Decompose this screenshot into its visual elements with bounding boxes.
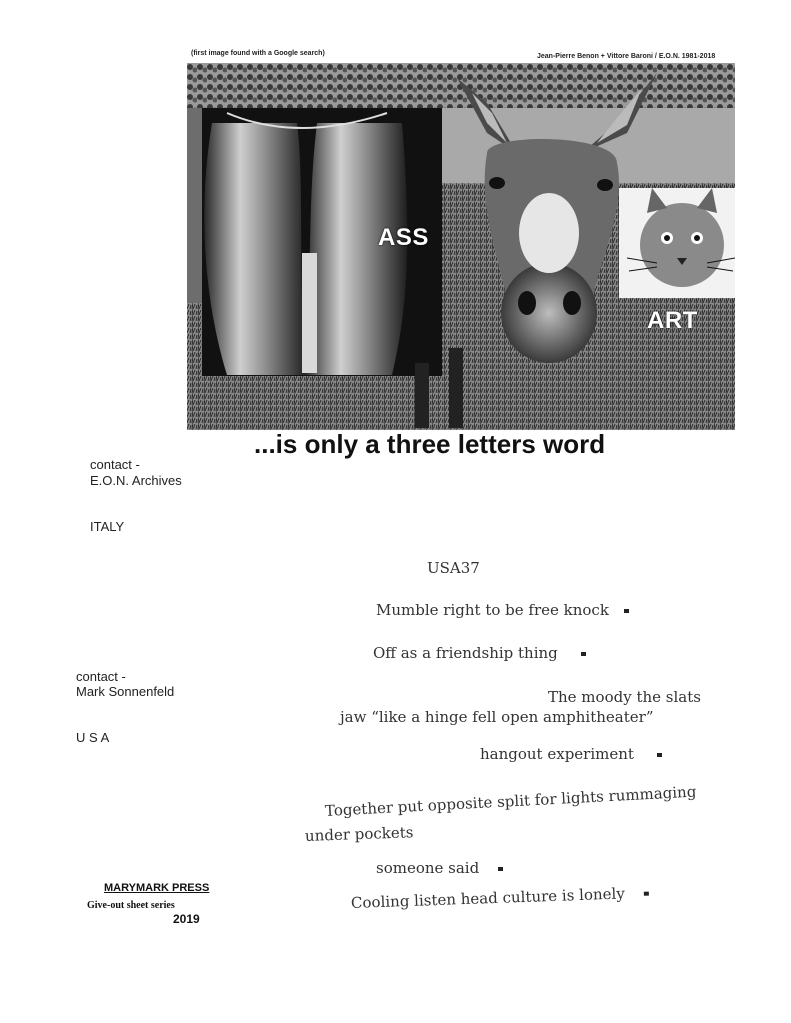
bullet-dot: [581, 652, 586, 656]
poem-line: [376, 601, 629, 619]
headline: ...is only a three letters word: [254, 429, 606, 459]
collage-artwork: [187, 63, 735, 430]
poem-line: [480, 745, 662, 763]
press-name: MARYMARK PRESS: [104, 882, 210, 894]
contact-label: contact -: [90, 457, 140, 472]
bullet-dot: [643, 892, 648, 896]
contact-name: Mark Sonnenfeld: [76, 684, 175, 699]
contact-label: contact -: [76, 669, 126, 684]
poem-line: jaw “like a hinge fell open amphitheater”: [340, 708, 654, 726]
poem-line-text: Cooling listen head culture is lonely: [350, 884, 626, 912]
poem-line: [376, 859, 503, 877]
bullet-dot: [657, 753, 662, 757]
poem-line: [373, 644, 586, 662]
poem-line-text: someone said: [376, 859, 480, 877]
series-name: Give-out sheet series: [87, 900, 175, 911]
contact-name: E.O.N. Archives: [90, 473, 182, 488]
poem-line: The moody the slats: [548, 688, 701, 706]
poem-line: [351, 884, 649, 912]
label-art: ART: [647, 307, 698, 334]
contact-country: ITALY: [90, 519, 125, 534]
bullet-dot: [624, 609, 629, 613]
poem-line-text: hangout experiment: [480, 745, 634, 763]
credits-caption: Jean-Pierre Benon + Vittore Baroni / E.O.N. 1981-2018: [537, 53, 716, 60]
poem-line: Together put opposite split for lights rummaging: [324, 782, 697, 820]
collage-image: [187, 63, 735, 430]
contact-country: U S A: [76, 730, 110, 745]
poem-line: under pockets: [304, 823, 414, 845]
series-year: 2019: [173, 912, 200, 926]
poem-title: USA37: [427, 559, 480, 577]
image-source-caption: (first image found with a Google search): [191, 50, 325, 57]
poem-line-text: Mumble right to be free knock: [376, 601, 609, 619]
bullet-dot: [498, 867, 503, 871]
poem-line-text: Off as a friendship thing: [373, 644, 558, 662]
label-ass: ASS: [378, 224, 429, 251]
